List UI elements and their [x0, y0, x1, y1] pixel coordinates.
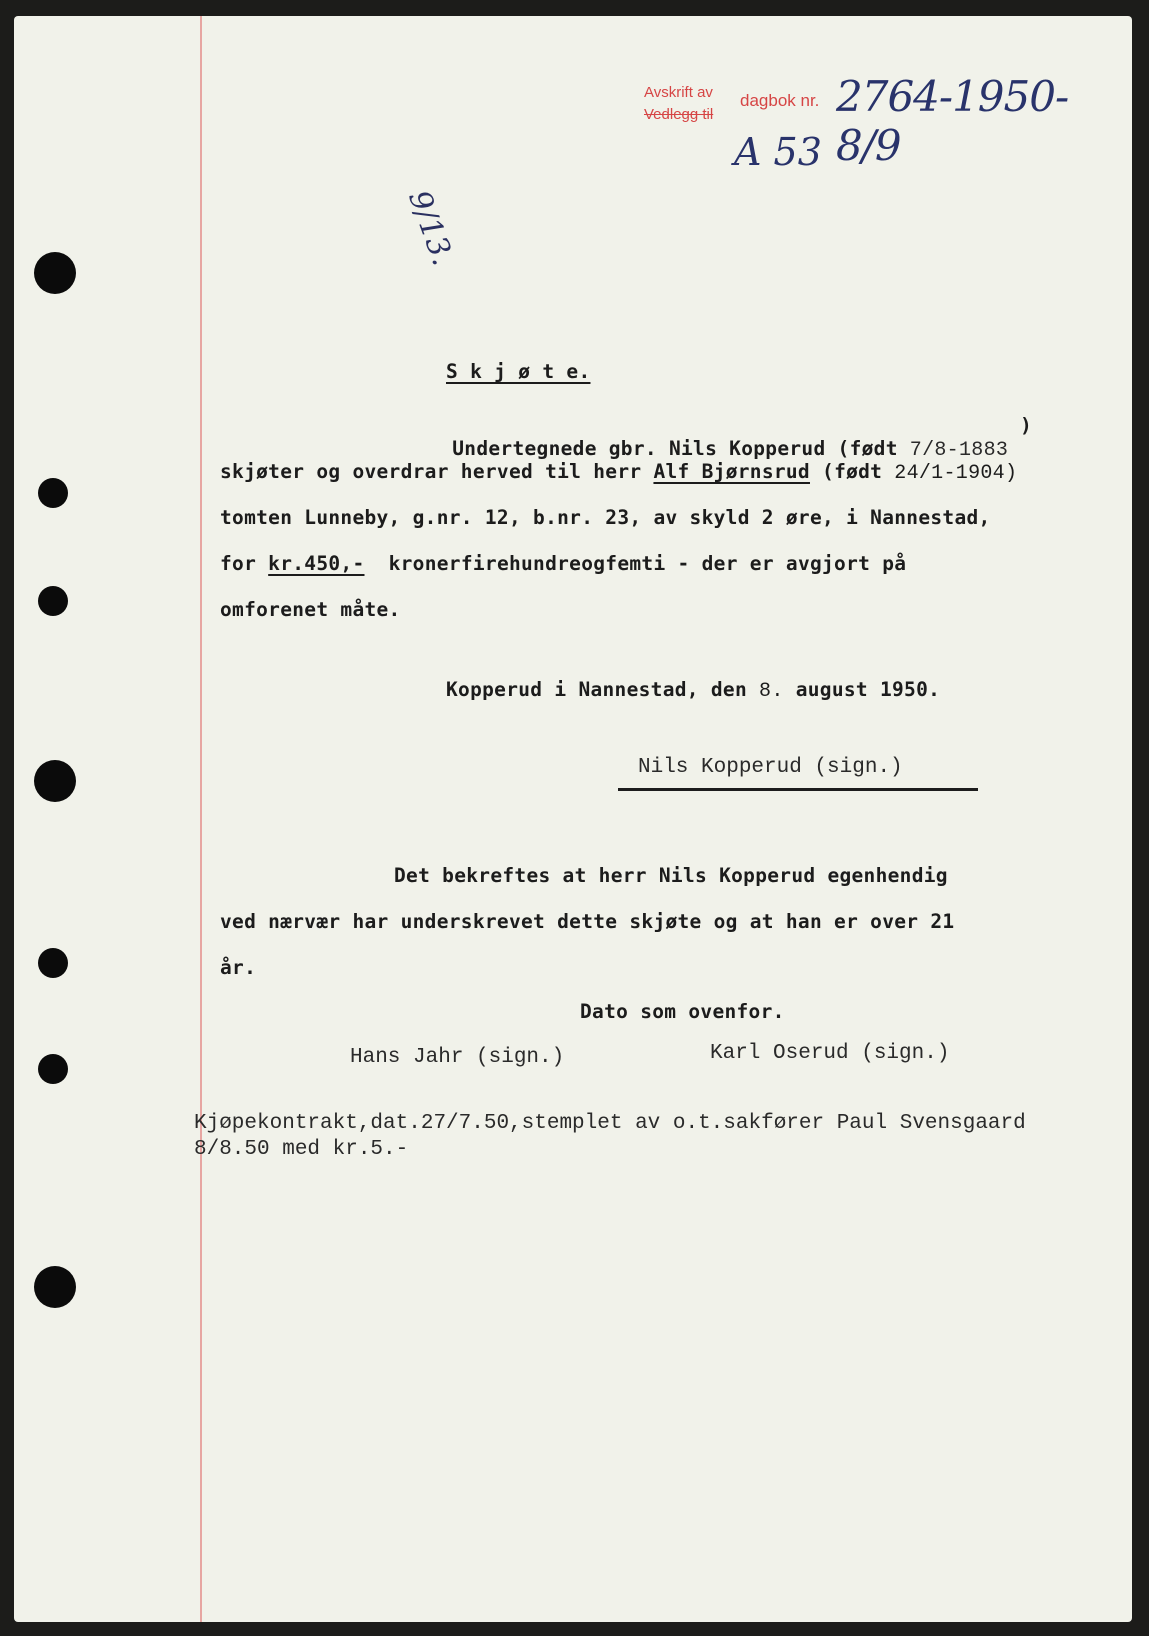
p1-line5: omforenet måte. — [220, 598, 401, 621]
p2-line1: Det bekreftes at herr Nils Kopperud egenhendig — [394, 864, 948, 887]
p1-line1-text: Undertegnede gbr. Nils Kopperud (født — [452, 437, 910, 460]
p1-line4-text: kronerfirehundreogfemti - der er avgjort på — [364, 552, 907, 575]
note-line-2: 8/8.50 med kr.5.- — [194, 1138, 409, 1161]
p1-line2-text: skjøter og overdrar herved til herr — [220, 460, 654, 483]
buyer-birthdate: 24/1-1904) — [894, 462, 1018, 485]
date-day: 8. — [759, 680, 784, 703]
place-text: Kopperud i Nannestad, den — [446, 678, 760, 701]
p1-line2 — [220, 460, 1017, 485]
punch-hole — [38, 478, 68, 508]
stamp-dagbok: dagbok nr. — [740, 91, 820, 110]
punch-hole — [34, 760, 76, 802]
witness-1: Hans Jahr (sign.) — [350, 1046, 565, 1069]
stamp-vedlegg: Vedlegg til — [644, 106, 714, 123]
price-amount: kr.450,- — [268, 552, 365, 575]
date-text: august 1950. — [783, 678, 941, 701]
note-line-1: Kjøpekontrakt,dat.27/7.50,stemplet av o.t.sakfører Paul Svensgaard — [194, 1112, 1026, 1135]
dato-line: Dato som ovenfor. — [580, 1000, 785, 1023]
p1-line2-born: (født — [809, 460, 895, 483]
handwritten-journal-number: 2764-1950-8/9 — [836, 72, 1069, 170]
p1-line4 — [220, 552, 906, 575]
punch-hole — [34, 252, 76, 294]
p1-line3: tomten Lunneby, g.nr. 12, b.nr. 23, av skyld 2 øre, i Nannestad, — [220, 506, 991, 529]
stamp-avskrift: Avskrift av — [644, 84, 713, 101]
p1-line1-close: ) — [1020, 414, 1033, 437]
punch-hole — [38, 1054, 68, 1084]
document-page — [14, 16, 1132, 1622]
handwritten-mark: 9/13. — [401, 186, 461, 271]
seller-birthdate: 7/8-1883 — [909, 439, 1009, 462]
punch-hole — [34, 1266, 76, 1308]
p2-line3: år. — [220, 956, 257, 979]
margin-rule — [200, 16, 202, 1622]
handwritten-code: A 53 — [734, 130, 822, 174]
p2-line2: ved nærvær har underskrevet dette skjøte og at han er over 21 — [220, 910, 955, 933]
signature-seller: Nils Kopperud (sign.) — [638, 756, 903, 779]
signature-line — [618, 788, 978, 791]
punch-hole — [38, 948, 68, 978]
p1-line4-for: for — [220, 552, 269, 575]
punch-hole — [38, 586, 68, 616]
witness-2: Karl Oserud (sign.) — [710, 1042, 950, 1065]
place-date-line — [446, 678, 940, 703]
document-title: S k j ø t e. — [446, 360, 591, 383]
buyer-name: Alf Bjørnsrud — [653, 460, 810, 483]
